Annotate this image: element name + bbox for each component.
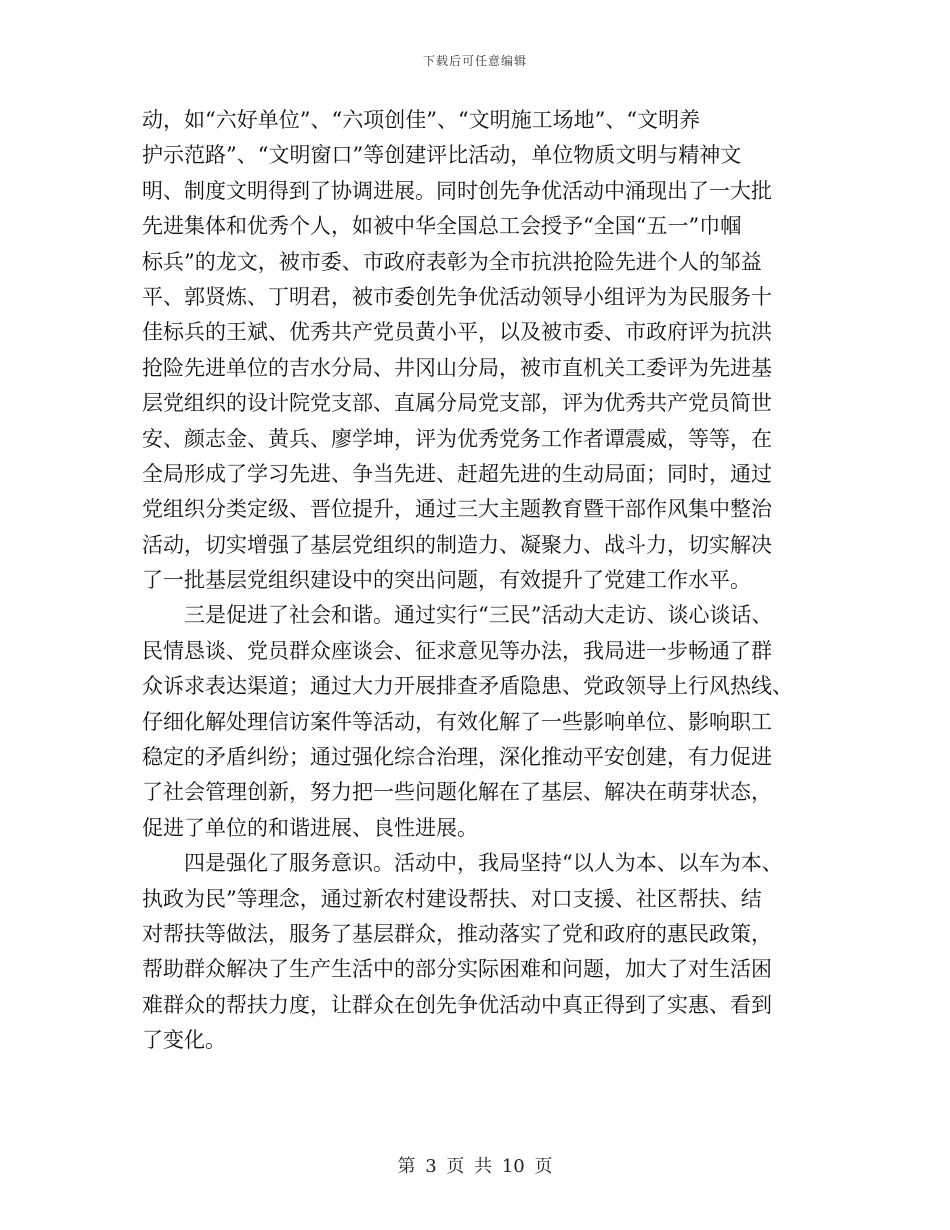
text-line: 了社会管理创新，努力把一些问题化解在了基层、解决在萌芽状态， [142,780,772,805]
text-line: 动，如“六好单位”、“六项创佳”、“文明施工场地”、“文明养 [142,108,701,132]
text-line: 难群众的帮扶力度，让群众在创先争优活动中真正得到了实惠、看到 [142,992,772,1017]
text-line: 党组织分类定级、晋位提升，通过三大主题教育暨干部作风集中整治 [142,497,772,522]
text-line: 了变化。 [142,1028,226,1053]
text-line: 促进了单位的和谐进展、良性进展。 [142,815,478,840]
text-line: 了一批基层党组织建设中的突出问题，有效提升了党建工作水平。 [142,568,751,593]
page-footer: 第 3 页 共 10 页 [397,1156,553,1177]
text-line: 标兵”的龙文，被市委、市政府表彰为全市抗洪抢险先进个人的邹益 [142,249,762,274]
text-line: 平、郭贤炼、丁明君，被市委创先争优活动领导小组评为为民服务十 [142,284,772,309]
text-line: 仔细化解处理信访案件等活动，有效化解了一些影响单位、影响职工 [142,709,772,734]
text-line: 稳定的矛盾纠纷；通过强化综合治理，深化推动平安创建，有力促进 [142,745,772,770]
text-line: 先进集体和优秀个人，如被中华全国总工会授予“全国“五一”巾帼 [142,214,742,239]
text-line: 全局形成了学习先进、争当先进、赶超先进的生动局面；同时，通过 [142,461,772,486]
text-line: 四是强化了服务意识。活动中，我局坚持“以人为本、以车为本、 [142,851,783,876]
text-line: 执政为民”等理念，通过新农村建设帮扶、对口支援、社区帮扶、结 [142,886,762,911]
text-line: 民情恳谈、党员群众座谈会、征求意见等办法，我局进一步畅通了群 [142,638,772,663]
text-line: 活动，切实增强了基层党组织的制造力、凝聚力、战斗力，切实解决 [142,532,772,557]
text-line: 层党组织的设计院党支部、直属分局党支部，评为优秀共产党员简世 [142,391,772,416]
text-line: 佳标兵的王斌、优秀共产党员黄小平，以及被市委、市政府评为抗洪 [142,320,772,345]
text-line: 护示范路”、“文明窗口”等创建评比活动，单位物质文明与精神文 [142,143,742,168]
text-line: 众诉求表达渠道；通过大力开展排查矛盾隐患、党政领导上行风热线、 [142,674,793,699]
page-header: 下载后可任意编辑 [422,54,527,68]
text-line: 帮助群众解决了生产生活中的部分实际困难和问题，加大了对生活困 [142,957,772,982]
text-line: 明、制度文明得到了协调进展。同时创先争优活动中涌现出了一大批 [142,178,772,203]
text-line: 三是促进了社会和谐。通过实行“三民”活动大走访、谈心谈话、 [142,603,773,628]
text-line: 安、颜志金、黄兵、廖学坤，评为优秀党务工作者谭震威，等等，在 [142,426,772,451]
text-line: 对帮扶等做法，服务了基层群众，推动落实了党和政府的惠民政策， [142,921,772,946]
document-body [142,103,812,1059]
text-line: 抢险先进单位的吉水分局、井冈山分局，被市直机关工委评为先进基 [142,355,772,380]
